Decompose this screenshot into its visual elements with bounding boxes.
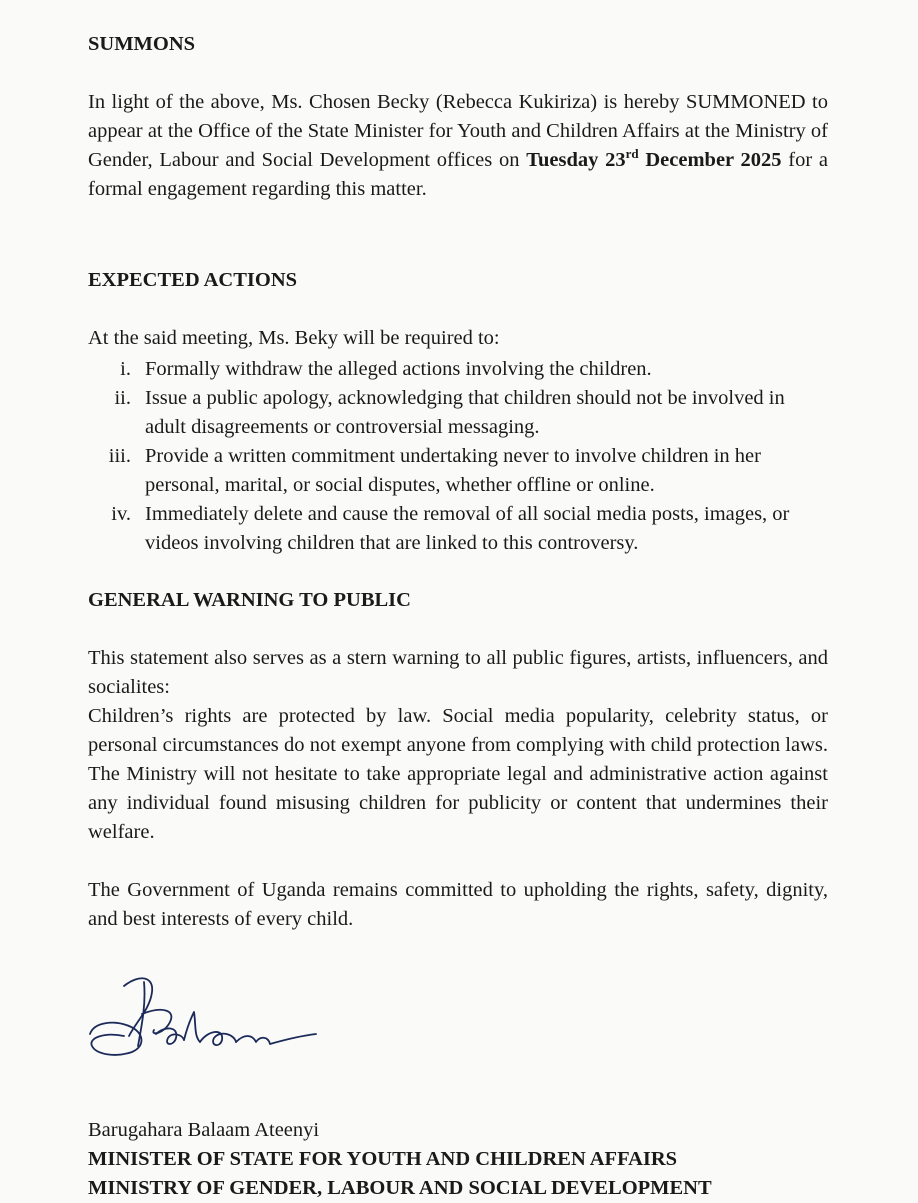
expected-actions-intro: At the said meeting, Ms. Beky will be required to:: [88, 327, 500, 349]
summons-date-suffix: rd: [625, 146, 639, 162]
list-item: [88, 384, 828, 442]
general-warning-line1: This statement also serves as a stern warning to all public figures, artists, influencers, and socialites:: [88, 647, 828, 698]
list-item-text: Provide a written commitment undertaking never to involve children in her personal, marital, or social disputes, whether offline or online.: [145, 445, 761, 496]
list-item-number: ii.: [114, 387, 131, 409]
closing-paragraph: The Government of Uganda remains committed to upholding the rights, safety, dignity, and best interests of every child.: [88, 879, 828, 930]
summons-text-after-date: for a formal engagement regarding this matter.: [88, 149, 828, 200]
expected-actions-heading: EXPECTED ACTIONS: [88, 269, 298, 291]
expected-actions-list: [88, 355, 828, 558]
list-item-number: iv.: [111, 503, 131, 525]
signatory-name: Barugahara Balaam Ateenyi: [88, 1119, 320, 1141]
signature-icon: [84, 964, 344, 1074]
list-item: [88, 442, 828, 500]
summons-date-day: Tuesday 23: [526, 149, 626, 171]
general-warning-heading: GENERAL WARNING TO PUBLIC: [88, 589, 411, 611]
signatory-ministry: MINISTRY OF GENDER, LABOUR AND SOCIAL DEVELOPMENT: [88, 1177, 712, 1199]
summons-date: [526, 146, 782, 171]
summons-paragraph: [88, 88, 828, 204]
list-item-text: Immediately delete and cause the removal of all social media posts, images, or videos involving children that are linked to this controversy.: [145, 503, 790, 554]
general-warning-line2: Children’s rights are protected by law. Social media popularity, celebrity status, or personal circumstances do not exempt anyone from complying with child protection laws. The Ministry will not hesitate to take appropriate legal and administrative action against any individual found misusing children for publicity or content that undermines their welfare.: [88, 705, 828, 843]
handwritten-signature: [88, 964, 828, 1074]
list-item-number: i.: [120, 358, 131, 380]
summons-text-before-date: In light of the above, Ms. Chosen Becky (Rebecca Kukiriza) is hereby SUMMONED to appear at the Office of the State Minister for Youth and Children Affairs at the Ministry of Gender, Labour and Social Development offices on: [88, 91, 828, 171]
summons-date-month-year: December 2025: [638, 149, 782, 171]
list-item-text: Issue a public apology, acknowledging that children should not be involved in adult disagreements or controversial messaging.: [145, 387, 785, 438]
summons-heading: SUMMONS: [88, 33, 196, 55]
signatory-title: MINISTER OF STATE FOR YOUTH AND CHILDREN AFFAIRS: [88, 1148, 678, 1170]
list-item: [88, 355, 828, 384]
list-item-number: iii.: [108, 445, 131, 467]
list-item: [88, 500, 828, 558]
list-item-text: Formally withdraw the alleged actions involving the children.: [145, 358, 652, 380]
